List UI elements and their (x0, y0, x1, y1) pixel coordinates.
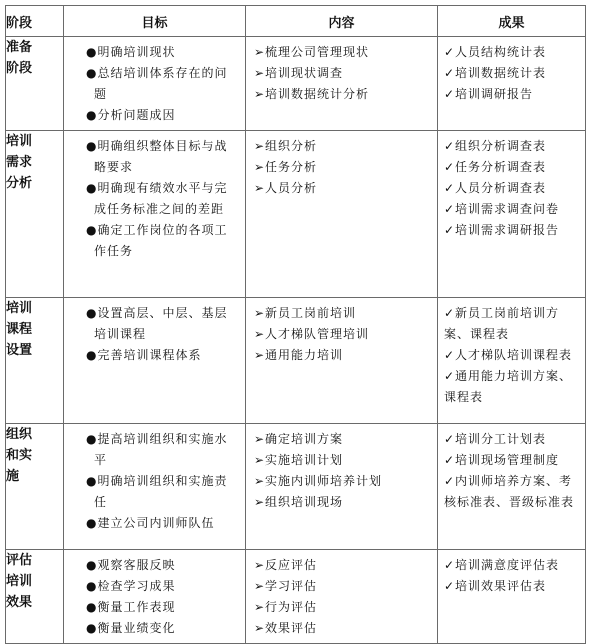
table-row (6, 37, 586, 131)
header-row (6, 6, 586, 37)
goal-cell (64, 131, 246, 298)
stage-label-line: 组织 (6, 427, 33, 442)
content-item: ➢新员工岗前培训 (254, 306, 357, 320)
stage-label-line: 分析 (6, 176, 33, 191)
stage-cell (6, 424, 64, 550)
table-row (6, 424, 586, 550)
result-item: ✓培训数据统计表 (444, 66, 547, 80)
content-item: ➢效果评估 (254, 621, 318, 635)
table-row (6, 131, 586, 298)
content-cell (246, 131, 438, 298)
content-item: ➢培训现状调查 (254, 66, 344, 80)
goal-item: ●完善培训课程体系 (86, 348, 202, 362)
content-item: ➢人才梯队管理培训 (254, 327, 370, 341)
content-item: ➢组织培训现场 (254, 495, 344, 509)
stage-label-line: 效果 (6, 595, 33, 610)
stage-label-line: 培训 (6, 301, 33, 316)
content-item: ➢组织分析 (254, 139, 318, 153)
stage-label-line: 阶段 (6, 61, 33, 76)
result-cell (438, 298, 586, 424)
goal-item: ●提高培训组织和实施水平 (86, 432, 228, 467)
result-item: ✓通用能力培训方案、课程表 (444, 369, 573, 404)
stage-cell (6, 298, 64, 424)
content-item: ➢实施培训计划 (254, 453, 344, 467)
stage-label-line: 评估 (6, 553, 33, 568)
content-item: ➢培训数据统计分析 (254, 87, 370, 101)
header-content: 内容 (246, 6, 438, 37)
content-item: ➢行为评估 (254, 600, 318, 614)
result-item: ✓人才梯队培训课程表 (444, 348, 573, 362)
result-item: ✓新员工岗前培训方案、课程表 (444, 306, 560, 341)
content-item: ➢反应评估 (254, 558, 318, 572)
result-cell (438, 550, 586, 644)
stage-cell (6, 550, 64, 644)
result-item: ✓人员分析调查表 (444, 181, 547, 195)
result-item: ✓培训满意度评估表 (444, 558, 560, 572)
training-plan-table (5, 5, 586, 644)
content-cell (246, 298, 438, 424)
result-item: ✓培训分工计划表 (444, 432, 547, 446)
result-cell (438, 37, 586, 131)
stage-label-line: 准备 (6, 40, 33, 55)
goal-item: ●建立公司内训师队伍 (86, 516, 215, 530)
header-stage: 阶段 (6, 6, 64, 37)
goal-item: ●衡量工作表现 (86, 600, 176, 614)
header-goal: 目标 (64, 6, 246, 37)
goal-item: ●观察客服反映 (86, 558, 176, 572)
stage-label-line: 培训 (6, 134, 33, 149)
table-row (6, 298, 586, 424)
stage-label-line: 设置 (6, 343, 33, 358)
stage-label-line: 课程 (6, 322, 33, 337)
stage-label-line: 施 (6, 469, 20, 484)
goal-item: ●明确组织整体目标与战略要求 (86, 139, 228, 174)
stage-cell (6, 131, 64, 298)
goal-item: ●总结培训体系存在的问题 (86, 66, 228, 101)
table-row (6, 550, 586, 644)
content-item: ➢实施内训师培养计划 (254, 474, 383, 488)
content-item: ➢确定培训方案 (254, 432, 344, 446)
goal-cell (64, 550, 246, 644)
goal-cell (64, 37, 246, 131)
content-cell (246, 37, 438, 131)
content-cell (246, 424, 438, 550)
result-item: ✓培训效果评估表 (444, 579, 547, 593)
content-cell (246, 550, 438, 644)
header-result: 成果 (438, 6, 586, 37)
result-item: ✓内训师培养方案、考核标准表、晋级标准表 (444, 474, 575, 509)
goal-cell (64, 298, 246, 424)
content-item: ➢学习评估 (254, 579, 318, 593)
result-item: ✓培训需求调研报告 (444, 223, 560, 237)
result-cell (438, 424, 586, 550)
goal-item: ●明确现有绩效水平与完成任务标准之间的差距 (86, 181, 228, 216)
stage-label-line: 需求 (6, 155, 33, 170)
goal-item: ●明确培训组织和实施责任 (86, 474, 228, 509)
result-item: ✓人员结构统计表 (444, 45, 547, 59)
result-item: ✓任务分析调查表 (444, 160, 547, 174)
stage-cell (6, 37, 64, 131)
content-item: ➢梳理公司管理现状 (254, 45, 370, 59)
result-item: ✓组织分析调查表 (444, 139, 547, 153)
goal-item: ●确定工作岗位的各项工作任务 (86, 223, 228, 258)
goal-item: ●检查学习成果 (86, 579, 176, 593)
stage-label-line: 和实 (6, 448, 33, 463)
result-cell (438, 131, 586, 298)
goal-cell (64, 424, 246, 550)
goal-item: ●分析问题成因 (86, 108, 176, 122)
goal-item: ●明确培训现状 (86, 45, 176, 59)
stage-label-line: 培训 (6, 574, 33, 589)
content-item: ➢任务分析 (254, 160, 318, 174)
content-item: ➢人员分析 (254, 181, 318, 195)
goal-item: ●衡量业绩变化 (86, 621, 176, 635)
goal-item: ●设置高层、中层、基层培训课程 (86, 306, 228, 341)
result-item: ✓培训现场管理制度 (444, 453, 560, 467)
result-item: ✓培训需求调查问卷 (444, 202, 560, 216)
content-item: ➢通用能力培训 (254, 348, 344, 362)
result-item: ✓培训调研报告 (444, 87, 534, 101)
